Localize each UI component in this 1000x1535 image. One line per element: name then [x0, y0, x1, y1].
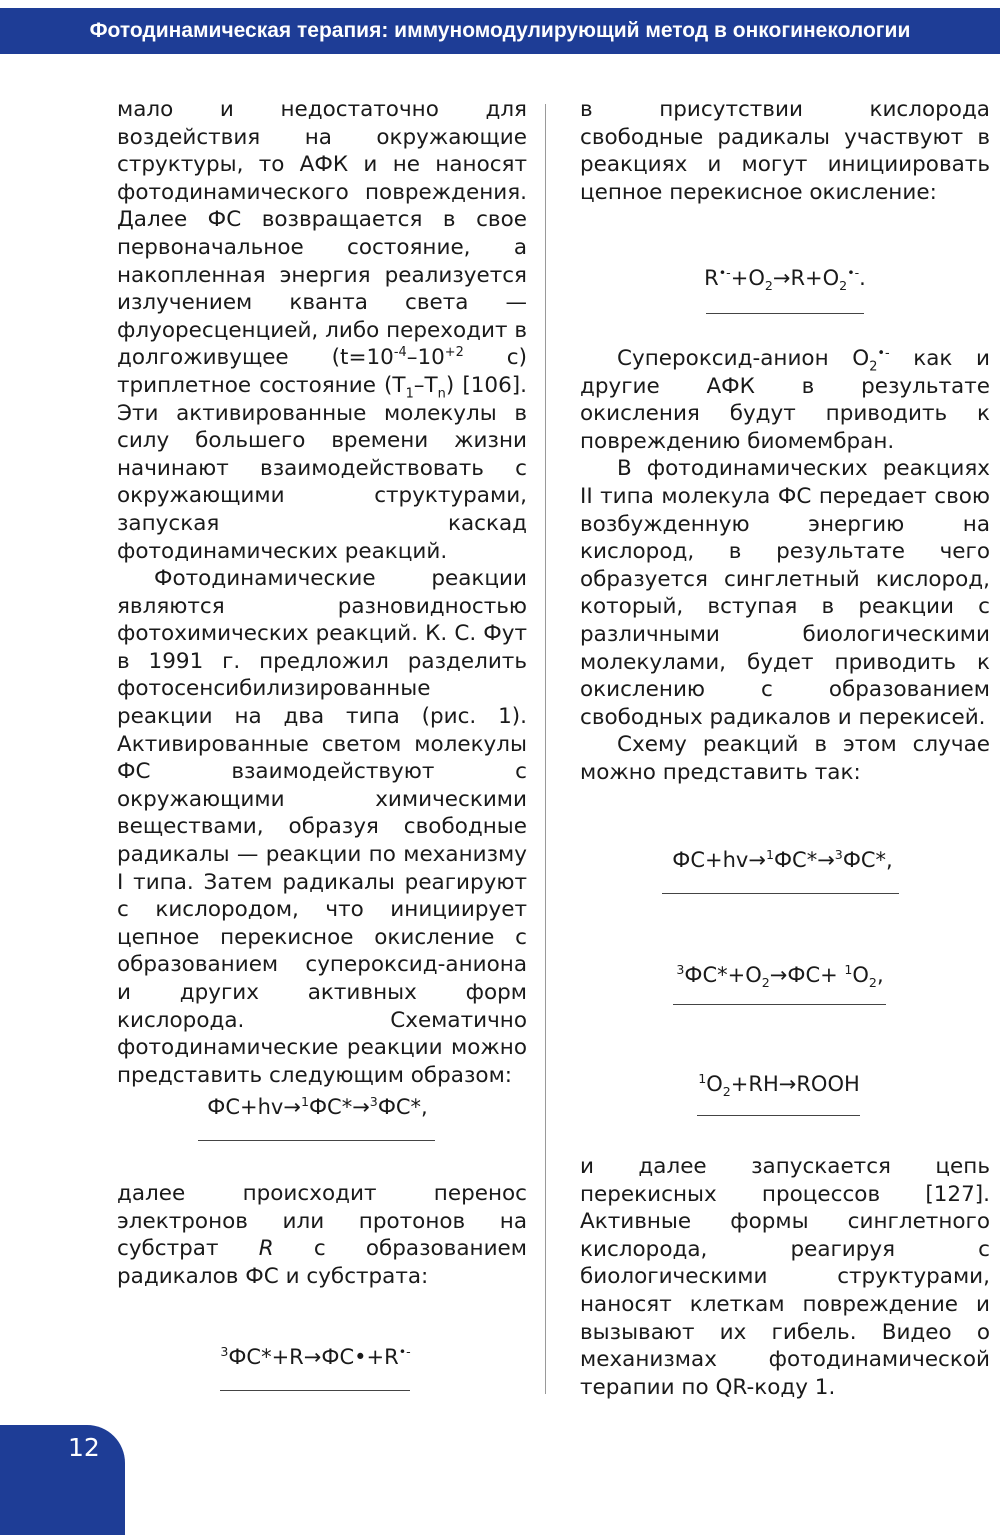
superscript: 1: [844, 962, 853, 977]
superscript: 3: [220, 1344, 229, 1359]
formula-fs-excitation: [195, 1095, 440, 1119]
formula-underline: [697, 1115, 860, 1116]
subscript: 2: [839, 278, 848, 294]
text: ФС*+O: [684, 963, 762, 987]
left-column: [117, 96, 527, 1089]
paragraph: В фотодинамических реакциях II типа молекула ФС передает свою возбужденную энергию на кислород, в результате чего образуется синглетный кислород, который, вступая в реакции с различными биологическими молекулами, будет приводить к окислению с образованием свободных радикалов и перекисей.: [580, 456, 990, 730]
text: с образованием радикалов ФС и субстрата:: [117, 1236, 527, 1289]
right-column-bottom: [580, 1153, 990, 1401]
superscript: 3: [834, 847, 843, 862]
text: •: [354, 1345, 367, 1369]
superscript: 3: [369, 1094, 378, 1109]
formula-radical-formation: [218, 1345, 413, 1369]
text: –10: [406, 345, 445, 371]
paragraph: Схему реакций в этом случае можно представить так:: [580, 732, 990, 785]
formula-underline: [220, 1390, 410, 1391]
text: как и другие АФК в результате окисления будут приводить к повреждению биомембран.: [580, 346, 990, 454]
column-divider: [545, 104, 546, 1394]
subscript: 2: [761, 975, 770, 991]
text: ФС*+R→ФС: [228, 1345, 355, 1369]
italic-text: R: [258, 1236, 274, 1262]
text: ФС*→: [308, 1095, 370, 1119]
right-column-middle: [580, 345, 990, 787]
text: ФС+hv→: [207, 1095, 301, 1119]
formula-superoxide: [700, 265, 870, 294]
text: .: [859, 266, 866, 290]
text: →ФС+: [769, 963, 845, 987]
text: +O: [730, 266, 765, 290]
page-number: 12: [68, 1433, 100, 1462]
text: +R: [366, 1345, 399, 1369]
formula-singlet-oxygen: [670, 962, 890, 991]
paragraph: в присутствии кислорода свободные радикалы участвуют в реакциях и могут инициировать цепное перекисное окисление:: [580, 97, 990, 205]
subscript: 2: [869, 359, 878, 375]
superscript: •-: [877, 345, 890, 361]
page-number-tab: [0, 1425, 125, 1535]
paragraph: Фотодинамические реакции являются разновидностью фотохимических реакций. К. С. Фут в 1991 г. предложил разделить фотосенсибилизированные реакции на два типа (рис. 1). Активированные светом молекулы ФС взаимодействуют с окружающими химическими веществами, образуя свободные радикалы — реакции по механизму I типа. Затем радикалы реагируют с кислородом, что инициирует цепное перекисное окисление с образованием супероксид-аниона и других активных форм кислорода. Схематично фотодинамические реакции можно представить следующим образом:: [117, 566, 527, 1088]
text: ФС*,: [842, 848, 893, 872]
subscript: n: [437, 386, 446, 402]
formula-underline: [198, 1140, 435, 1141]
superscript: 1: [765, 847, 774, 862]
text: мало и недостаточно для воздействия на окружающие структуры, то АФК и не наносят фотодинамического повреждения. Далее ФС возвращается в свое первоначальное состояние, а накопленная энергия реализуется излучением кванта света — флуоресценцией, либо переходит в долгоживущее: [117, 97, 527, 371]
superscript: 1: [300, 1094, 309, 1109]
paragraph: [117, 96, 527, 565]
running-header-title: Фотодинамическая терапия: иммуномодулирующий метод в онкогинекологии: [89, 19, 911, 42]
subscript: 2: [868, 975, 877, 991]
text: +RH→ROOH: [730, 1072, 860, 1096]
subscript: 2: [722, 1084, 731, 1100]
superscript: •-: [398, 1344, 411, 1359]
paragraph: [117, 1180, 527, 1290]
text: –T: [413, 372, 438, 398]
text: O: [706, 1072, 723, 1096]
text: R: [704, 266, 719, 290]
formula-underline: [706, 313, 864, 314]
text: ФС*,: [377, 1095, 428, 1119]
text: с) триплетное состояние (T: [117, 345, 527, 398]
text: O: [852, 963, 869, 987]
left-column-bottom: [117, 1180, 527, 1290]
text: далее происходит перенос электронов или протонов на субстрат: [117, 1181, 527, 1262]
superscript: 1: [698, 1071, 707, 1086]
text: ФС*→: [773, 848, 835, 872]
formula-fs-excitation-2: [660, 848, 905, 872]
superscript: -4: [393, 345, 407, 361]
formula-peroxide: [695, 1071, 863, 1100]
text: Супероксид-анион O: [617, 346, 870, 371]
paragraph: [580, 345, 990, 455]
formula-underline: [662, 893, 899, 894]
superscript: +2: [444, 345, 464, 361]
text: ,: [876, 963, 884, 987]
paragraph: и далее запускается цепь перекисных процессов [127]. Активные формы синглетного кислорода, реагируя с биологическими структурами, наносят клеткам повреждение и вызывают их гибель. Видео о механизмах фотодинамической терапии по QR-коду 1.: [580, 1154, 990, 1400]
superscript: •-: [718, 265, 731, 280]
text: ФС+hv→: [672, 848, 766, 872]
subscript: 2: [764, 278, 773, 294]
superscript: 3: [676, 962, 685, 977]
text: →R+O: [772, 266, 840, 290]
subscript: 1: [405, 386, 414, 402]
text: (t=10: [331, 345, 394, 371]
superscript: •-: [847, 265, 860, 280]
formula-underline: [673, 1004, 886, 1005]
right-column: [580, 96, 990, 206]
text: ) [106]. Эти активированные молекулы в силу большего времени жизни начинают взаимодействовать с окружающими структурами, запуская каскад фотодинамических реакций.: [117, 372, 527, 564]
